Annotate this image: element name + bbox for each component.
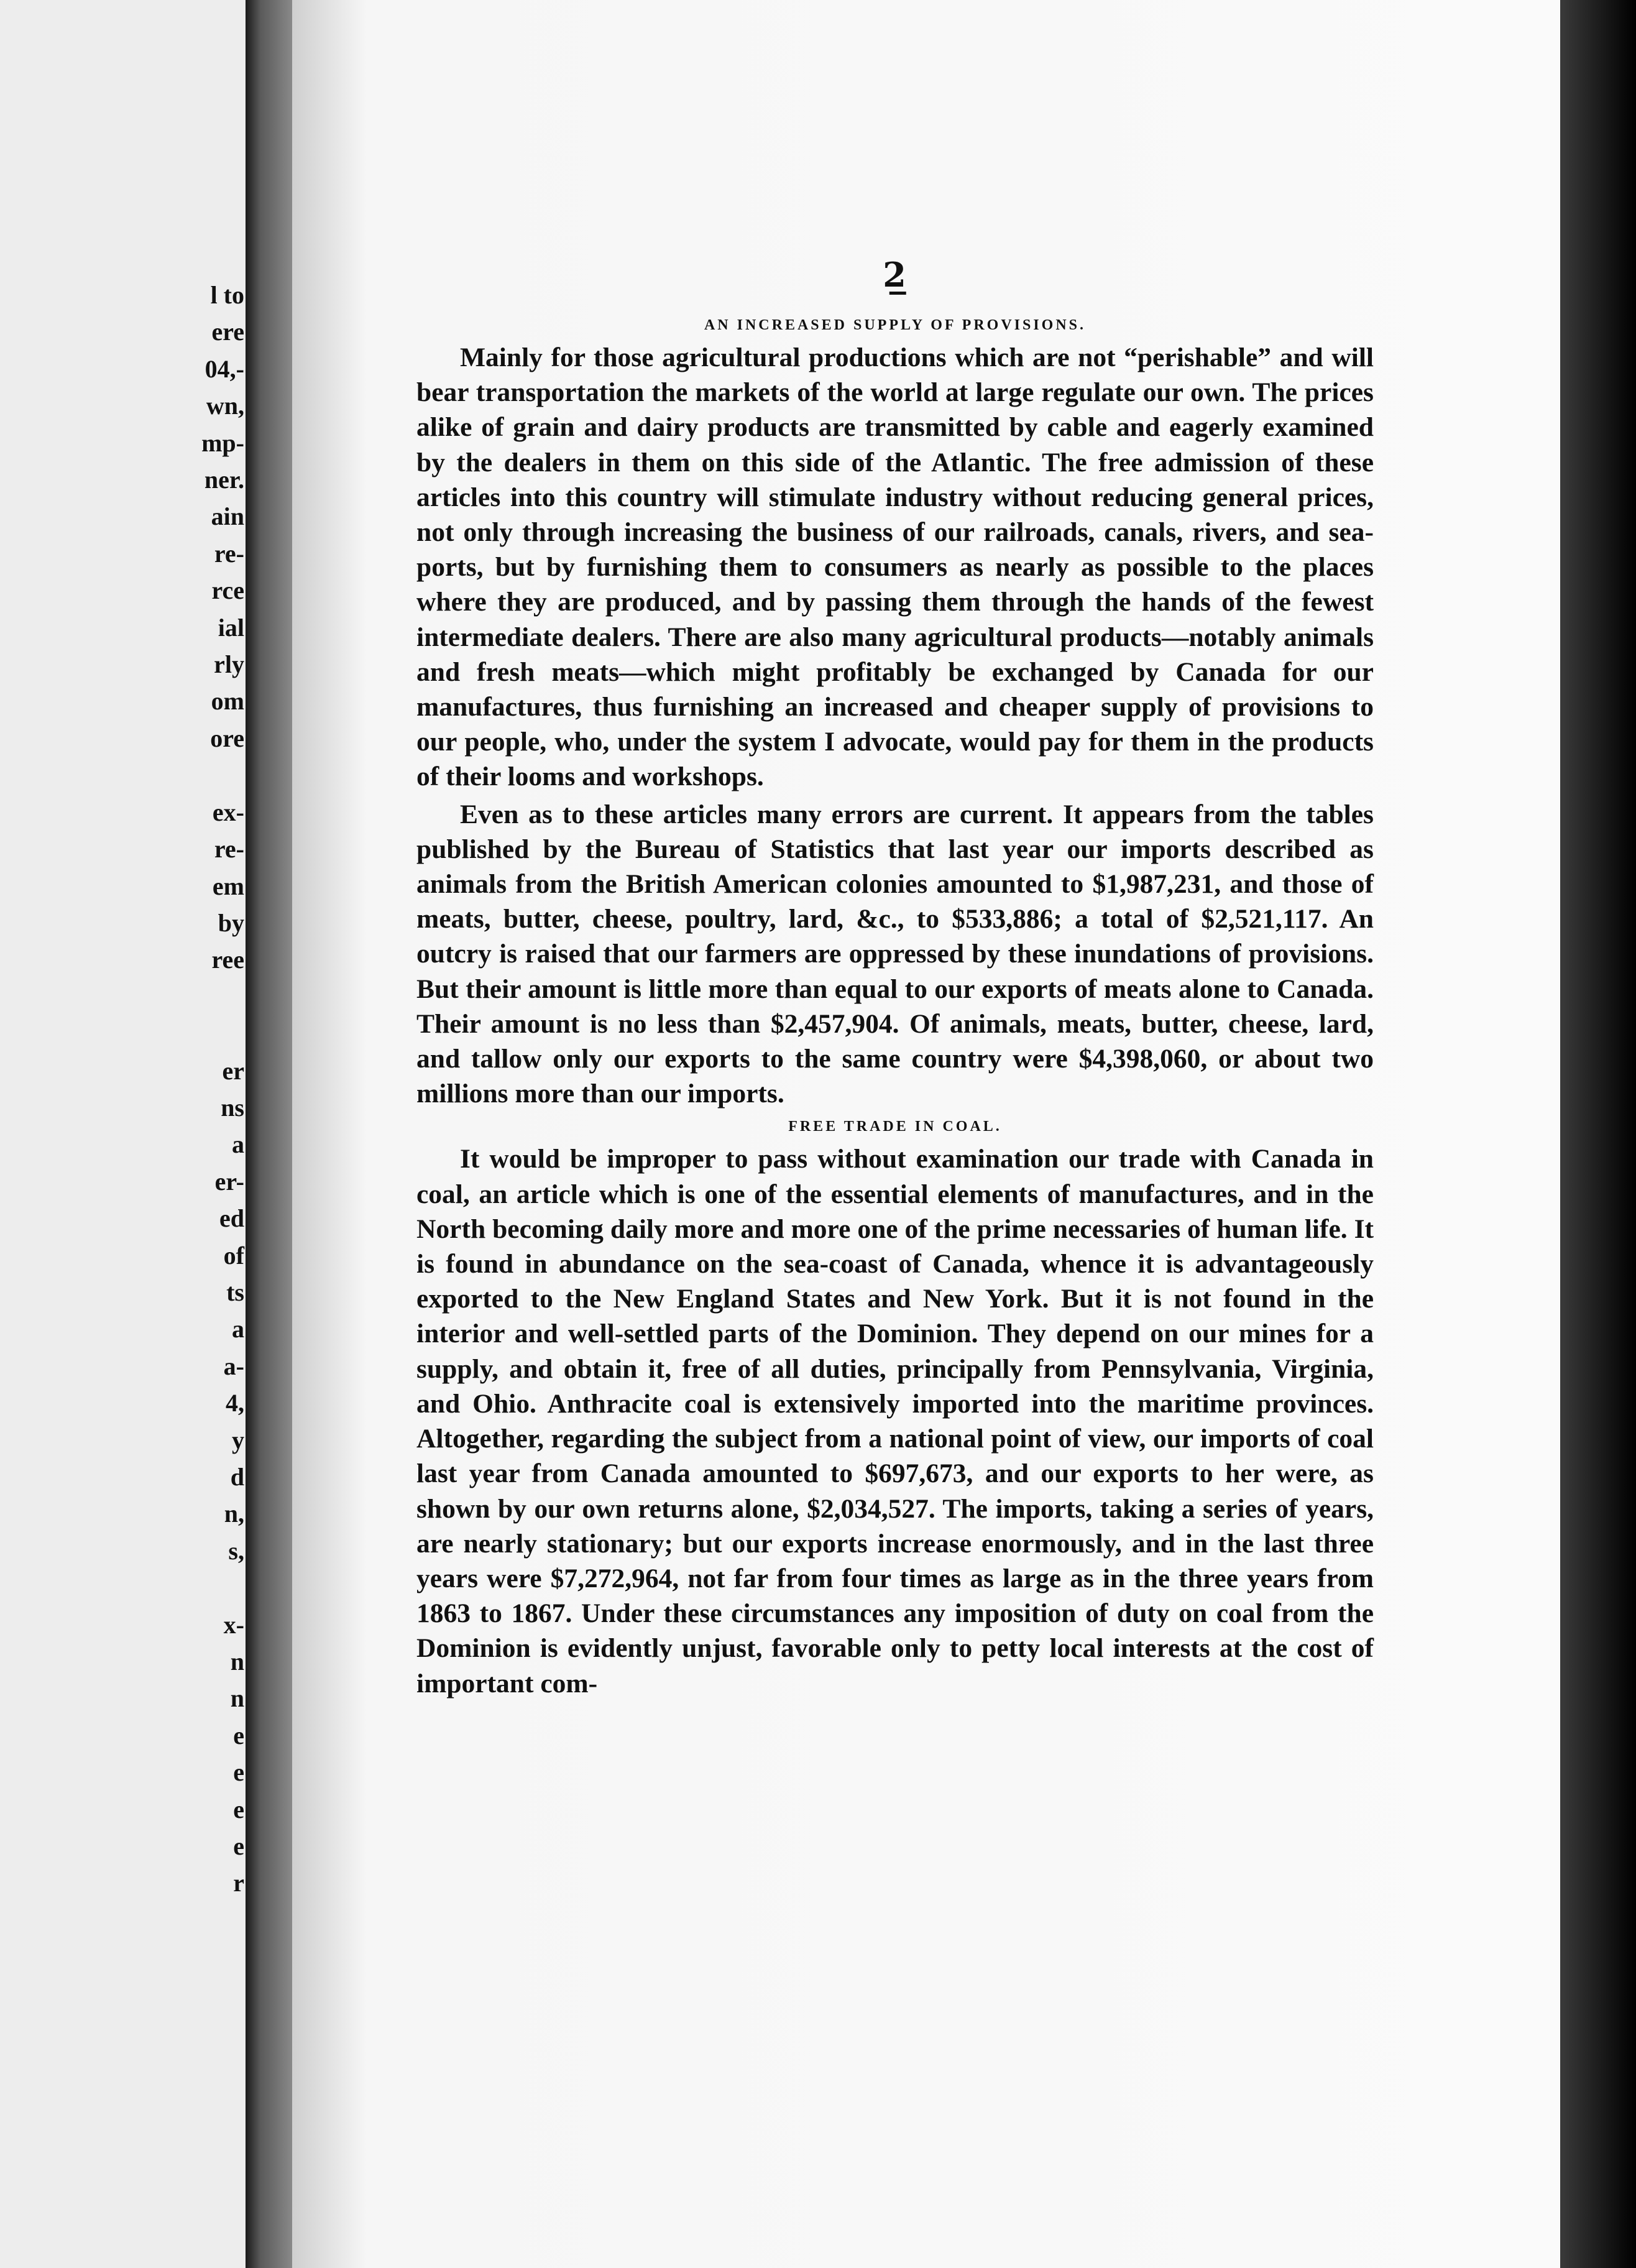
scan-right-border xyxy=(1560,0,1636,2268)
paragraph: It would be improper to pass without examination our trade with Canada in coal, an article which is one of the essential elements of manufactures, and in the North becoming daily more and more one of the prime necessaries of human life. It is found in abundance on the sea-coast of Canada, whence it is advantageously exported to the New England States and New York. But it is not found in the interior and well-settled parts of the Dominion. They depend on our mines for a supply, and obtain it, free of all duties, principally from Pennsylvania, Virginia, and Ohio. Anthracite coal is extensively imported into the maritime provinces. Altogether, regarding the subject from a national point of view, our imports of coal last year from Canada amounted to $697,673, and our exports to her were, as shown by our own returns alone, $2,034,527. The imports, taking a series of years, are nearly stationary; but our exports increase enormously, and in the last three years were $7,272,964, not far from four times as large as in the three years from 1863 to 1867. Under these circumstances any imposition of duty on coal from the Dominion is evidently unjust, favorable only to petty local interests at the cost of important com- xyxy=(416,1144,1374,1699)
book-gutter-shadow xyxy=(246,0,295,2268)
section-heading-coal: FREE TRADE IN COAL. xyxy=(788,1118,1002,1135)
left-page-edge-text: l to ere 04,- wn, mp- ner. ain re- rce ial rly om ore ex- re- em by ree er ns a er- ed of ts a a- 4, y d n, s, x- n n e e e e r xyxy=(201,281,244,1897)
paragraph: Mainly for those agricultural productions which are not “perishable” and will bear transportation the markets of the world at large regulate our own. The prices alike of grain and dairy products are transmitted by cable and eagerly examined by the dealers in them on this side of the Atlantic. The free admission of these articles into this country will stimulate industry without reducing general prices, not only through increasing the business of our railroads, canals, rivers, and sea-ports, but by furnishing them to consumers as nearly as possible to the places where they are produced, and by passing them through the hands of the fewest intermediate dealers. There are also many agricultural products—notably animals and fresh meats—which might profitably be exchanged by Canada for our manufactures, thus furnishing an increased and cheaper supply of provisions to our people, who, under the system I advocate, would pay for them in the products of their looms and workshops. xyxy=(416,343,1374,792)
section-heading-provisions: AN INCREASED SUPPLY OF PROVISIONS. xyxy=(704,317,1087,333)
right-page xyxy=(292,0,1560,2268)
page-content xyxy=(416,255,1374,1701)
paragraph: Even as to these articles many errors are current. It appears from the tables published by the Bureau of Statistics that last year our imports described as animals from the British American colonies amounted to $1,987,231, and those of meats, butter, cheese, poultry, lard, &c., to $533,886; a total of $2,521,117. An outcry is raised that our farmers are oppressed by these inundations of provisions. But their amount is little more than equal to our exports of meats alone to Canada. Their amount is no less than $2,457,904. Of animals, meats, butter, cheese, lard, and tallow only our exports to the same country were $4,398,060, or about two millions more than our imports. xyxy=(416,799,1374,1109)
page-number: 2̲ xyxy=(883,255,908,295)
left-facing-page xyxy=(0,0,246,2268)
